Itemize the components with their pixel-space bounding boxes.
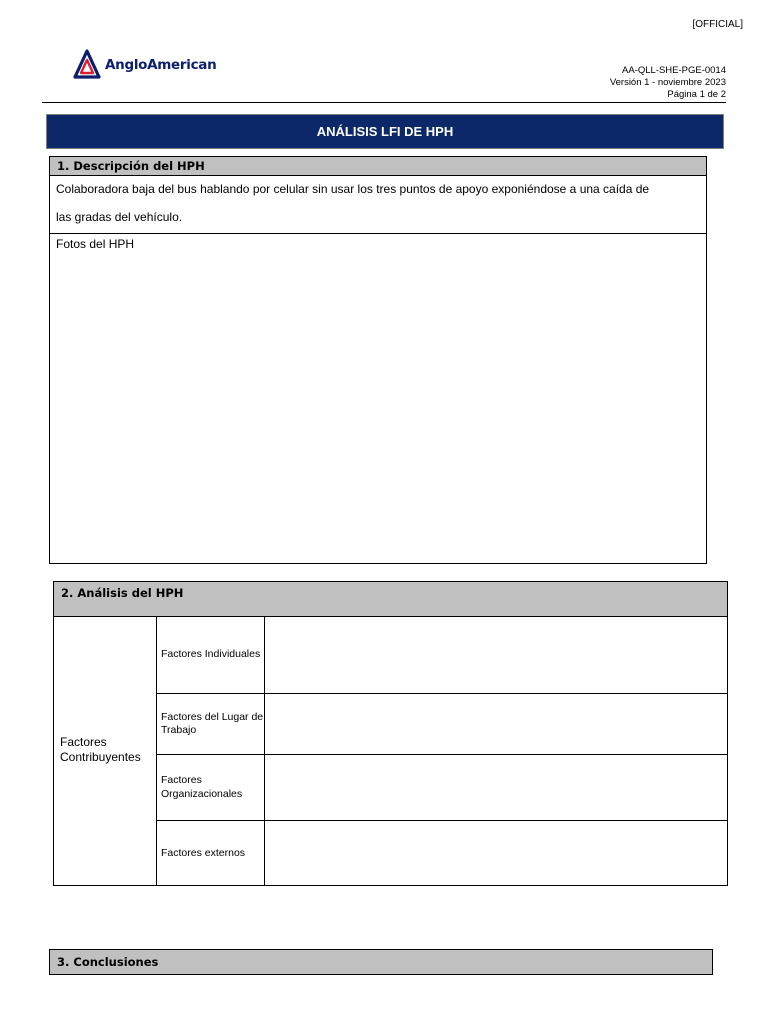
- section-analysis: [53, 581, 728, 886]
- document-code: AA-QLL-SHE-PGE-0014: [621, 65, 726, 76]
- document-version: Versión 1 - noviembre 2023: [609, 77, 726, 88]
- factor-row: [156, 617, 727, 694]
- classification-label: [OFFICIAL]: [692, 19, 743, 30]
- factor-row: [156, 755, 727, 821]
- factor-label: Factores Organizacionales: [161, 774, 243, 800]
- anglo-american-logo-icon: [72, 49, 102, 81]
- section-analysis-heading: 2. Análisis del HPH: [54, 582, 727, 617]
- logo-text: AngloAmerican: [105, 57, 217, 73]
- factor-label: Factores Individuales: [161, 648, 261, 661]
- section-description: [49, 156, 707, 564]
- group-label: Factores Contribuyentes: [60, 735, 141, 764]
- factor-label-cell: [156, 694, 265, 754]
- page-number: Página 1 de 2: [667, 89, 726, 100]
- company-logo: [72, 49, 216, 81]
- analysis-table: [54, 617, 727, 885]
- header-divider: [42, 102, 726, 103]
- photos-label: Fotos del HPH: [56, 237, 135, 251]
- factor-label: Factores del Lugar de Trabajo: [161, 710, 264, 736]
- description-cell: [50, 176, 706, 234]
- factor-label-cell: [156, 755, 265, 820]
- section-description-heading: 1. Descripción del HPH: [50, 157, 706, 176]
- description-line-1: Colaboradora baja del bus hablando por celular sin usar los tres puntos de apoyo exponiéndose a una caída de: [56, 182, 650, 196]
- factor-label-cell: [156, 821, 265, 886]
- description-line-2: las gradas del vehículo.: [56, 210, 183, 224]
- section-conclusions-heading: 3. Conclusiones: [50, 950, 712, 974]
- factor-label: Factores externos: [161, 846, 246, 859]
- factor-label-cell: [156, 617, 265, 693]
- section-conclusions: [49, 949, 713, 975]
- factor-row: [156, 694, 727, 755]
- document-title: ANÁLISIS LFI DE HPH: [46, 114, 724, 149]
- document-meta: [610, 65, 726, 101]
- factor-row: [156, 821, 727, 886]
- group-cell: [54, 617, 157, 885]
